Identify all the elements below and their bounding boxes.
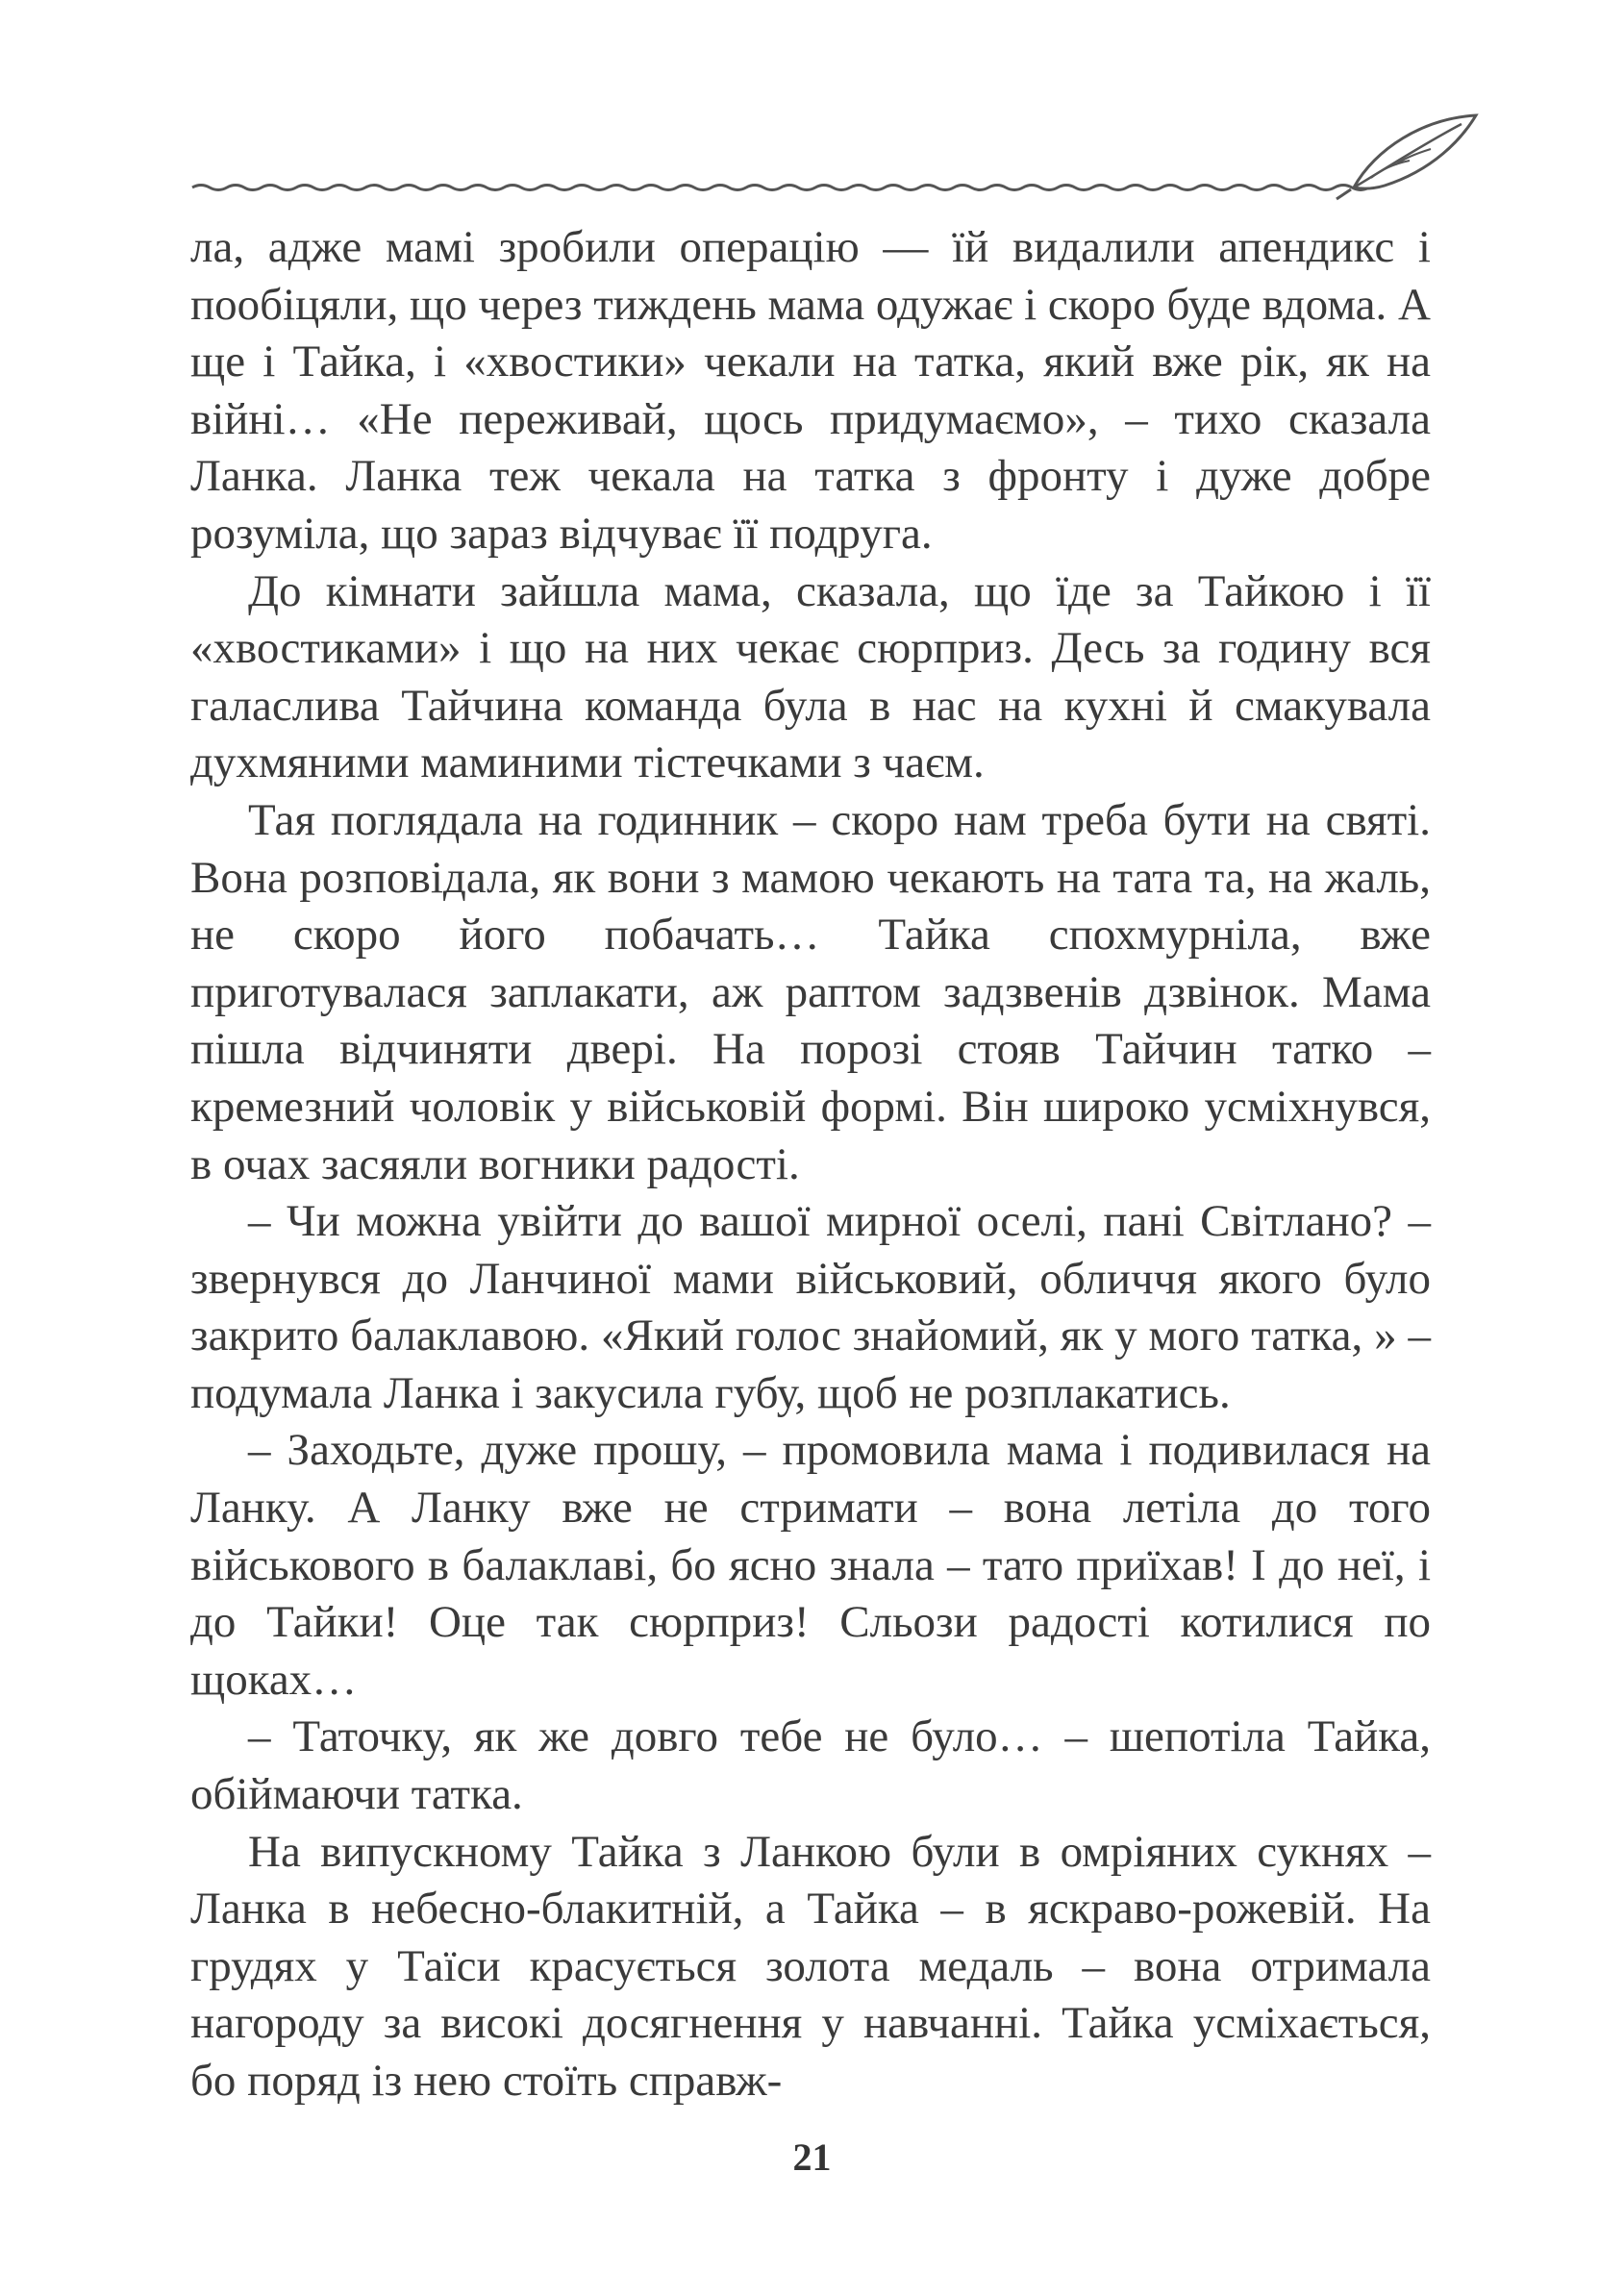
paragraph: Тая поглядала на годинник – скоро нам треба бути на святі. Вона розповідала, як вони з мамою чекають на тата та, на жаль, не скоро його побачать… Тайка спохмурніла, вже приготувалася заплакати, аж раптом задзвенів дзвінок. Мама пішла відчиняти двері. На порозі стояв Тайчин татко – кремезний чоловік у військовій формі. Він широко усміхнувся, в очах засяяли вогники радості. [190, 794, 1431, 1189]
header-ornament [183, 111, 1500, 207]
feather-icon [1337, 115, 1476, 199]
paragraph: – Заходьте, дуже прошу, – промовила мама і подивилася на Ланку. А Ланку вже не стримати – вона летіла до того військового в балаклаві, бо ясно знала – тато приїхав! І до неї, і до Тайки! Оце так сюрприз! Сльози радості котилися по щоках… [190, 1425, 1431, 1705]
wavy-divider-line [192, 186, 1369, 190]
body-text [190, 219, 1431, 2110]
paragraph: На випускному Тайка з Ланкою були в омріяних сукнях – Ланка в небесно-блакитній, а Тайка – в яскраво-рожевій. На грудях у Таїси красується золота медаль – вона отримала нагороду за високі досягнення у навчанні. Тайка усміхається, бо поряд із нею стоїть справж- [190, 1826, 1431, 2106]
paragraph: – Чи можна увійти до вашої мирної оселі, пані Світлано? – звернувся до Ланчиної мами військовий, обличчя якого було закрито балаклавою. «Який голос знайомий, як у мого татка, » – подумала Ланка і закусила губу, щоб не розплакатись. [190, 1196, 1431, 1418]
page-number: 21 [792, 2135, 832, 2179]
paragraph: ла, адже мамі зробили операцію — їй видалили апендикс і пообіцяли, що через тиждень мама одужає і скоро буде вдома. А ще і Тайка, і «хвостики» чекали на татка, який вже рік, як на війні… «Не переживай, щось придумаємо», – тихо сказала Ланка. Ланка теж чекала на татка з фронту і дуже добре розуміла, що зараз відчуває її подруга. [190, 222, 1431, 559]
paragraph: До кімнати зайшла мама, сказала, що їде за Тайкою і її «хвостиками» і що на них чекає сюрприз. Десь за годину вся галаслива Тайчина команда була в нас на кухні й смакувала духмяними маминими тістечками з чаєм. [190, 565, 1431, 788]
paragraph: – Таточку, як же довго тебе не було… – шепотіла Тайка, обіймаючи татка. [190, 1711, 1431, 1820]
